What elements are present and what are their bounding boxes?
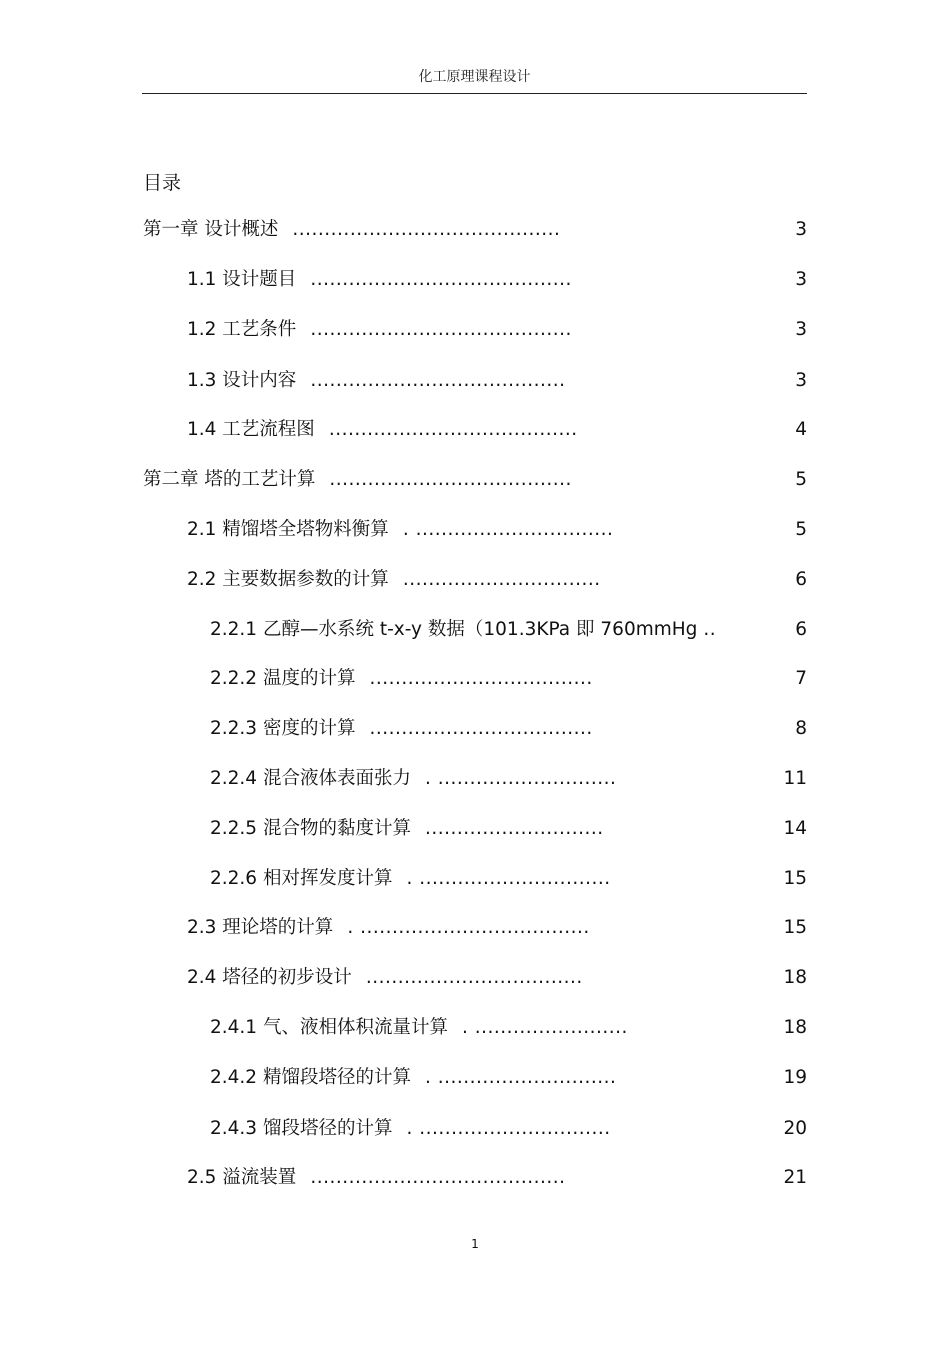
toc-page-number: 6 [795, 619, 807, 640]
toc-entry-label: 第一章 设计概述 [143, 219, 279, 240]
toc-leader-dots: .......................................... [292, 219, 561, 240]
toc-entry[interactable] [187, 1164, 566, 1192]
toc-entry-label: 2.2.4 混合液体表面张力 [210, 768, 411, 789]
toc-leader-dots: ........................................ [310, 370, 566, 391]
toc-entry[interactable] [210, 616, 716, 644]
toc-entry-label: 2.4 塔径的初步设计 [187, 967, 352, 988]
toc-entry[interactable] [210, 1064, 616, 1092]
toc-page-number: 8 [795, 718, 807, 739]
toc-entry[interactable] [210, 1115, 611, 1143]
toc-entry-label: 2.2 主要数据参数的计算 [187, 569, 389, 590]
toc-entry-label: 2.3 理论塔的计算 [187, 917, 334, 938]
toc-leader-dots: . .............................. [406, 1118, 611, 1139]
toc-leader-dots: ....................................... [328, 419, 578, 440]
toc-page-number: 4 [795, 419, 807, 440]
toc-page-number: 5 [795, 519, 807, 540]
toc-entry-label: 2.1 精馏塔全塔物料衡算 [187, 519, 389, 540]
toc-page-number: 19 [783, 1067, 807, 1088]
toc-leader-dots: . ............................ [424, 1067, 617, 1088]
toc-entry-label: 2.4.3 馏段塔径的计算 [210, 1118, 393, 1139]
toc-entry-label: 1.4 工艺流程图 [187, 419, 315, 440]
toc-entry-label: 2.4.2 精馏段塔径的计算 [210, 1067, 411, 1088]
toc-entry-label: 2.2.3 密度的计算 [210, 718, 356, 739]
toc-entry[interactable] [187, 266, 572, 294]
toc-entry[interactable] [210, 1014, 628, 1042]
toc-leader-dots: ........................................ [310, 1167, 566, 1188]
toc-entry[interactable] [210, 715, 593, 743]
toc-title: 目录 [143, 172, 182, 194]
toc-entry-label: 1.2 工艺条件 [187, 319, 297, 340]
page-number: 1 [471, 1237, 479, 1251]
toc-entry-label: 2.2.5 混合物的黏度计算 [210, 818, 411, 839]
toc-page-number: 7 [795, 668, 807, 689]
toc-page-number: 15 [783, 868, 807, 889]
toc-leader-dots: . ............................... [402, 519, 614, 540]
toc-leader-dots: .. [703, 619, 717, 640]
toc-entry-label: 2.2.2 温度的计算 [210, 668, 356, 689]
toc-page-number: 11 [783, 768, 807, 789]
toc-entry[interactable] [210, 765, 616, 793]
toc-leader-dots: .................................. [365, 967, 583, 988]
toc-entry[interactable] [187, 964, 583, 992]
toc-page-number: 15 [783, 917, 807, 938]
toc-entry[interactable] [187, 566, 601, 594]
toc-page-number: 18 [783, 967, 807, 988]
toc-leader-dots: ............................... [402, 569, 601, 590]
toc-entry-label: 2.2.1 乙醇—水系统 t-x-y 数据（101.3KPa 即 760mmHg [210, 619, 698, 640]
toc-page-number: 3 [795, 370, 807, 391]
toc-entry-label: 第二章 塔的工艺计算 [143, 469, 316, 490]
toc-leader-dots: . .................................... [347, 917, 590, 938]
header-rule [142, 93, 807, 94]
toc-entry[interactable] [210, 815, 604, 843]
toc-entry[interactable] [187, 914, 590, 942]
toc-page-number: 14 [783, 818, 807, 839]
toc-entry[interactable] [143, 466, 572, 494]
toc-page-number: 3 [795, 319, 807, 340]
toc-entry[interactable] [187, 516, 613, 544]
toc-page-number: 6 [795, 569, 807, 590]
toc-entry[interactable] [143, 216, 560, 244]
toc-entry-label: 1.1 设计题目 [187, 269, 297, 290]
toc-entry[interactable] [210, 665, 593, 693]
toc-page-number: 20 [783, 1118, 807, 1139]
toc-entry-label: 1.3 设计内容 [187, 370, 297, 391]
toc-page-number: 3 [795, 219, 807, 240]
toc-entry-label: 2.5 溢流装置 [187, 1167, 297, 1188]
toc-leader-dots: ............................ [424, 818, 604, 839]
toc-leader-dots: . .............................. [406, 868, 611, 889]
toc-leader-dots: ......................................... [310, 319, 572, 340]
toc-page-number: 18 [783, 1017, 807, 1038]
toc-entry-label: 2.4.1 气、液相体积流量计算 [210, 1017, 448, 1038]
toc-entry-label: 2.2.6 相对挥发度计算 [210, 868, 393, 889]
toc-entry[interactable] [210, 865, 611, 893]
toc-leader-dots: ......................................... [310, 269, 572, 290]
toc-page-number: 21 [783, 1167, 807, 1188]
toc-leader-dots: ................................... [369, 718, 593, 739]
toc-entry[interactable] [187, 416, 578, 444]
toc-leader-dots: . ........................ [461, 1017, 628, 1038]
toc-leader-dots: ................................... [369, 668, 593, 689]
toc-entry[interactable] [187, 367, 566, 395]
toc-leader-dots: ...................................... [329, 469, 572, 490]
toc-leader-dots: . ............................ [424, 768, 617, 789]
toc-page-number: 3 [795, 269, 807, 290]
running-header: 化工原理课程设计 [418, 69, 531, 85]
toc-entry[interactable] [187, 316, 572, 344]
toc-page-number: 5 [795, 469, 807, 490]
